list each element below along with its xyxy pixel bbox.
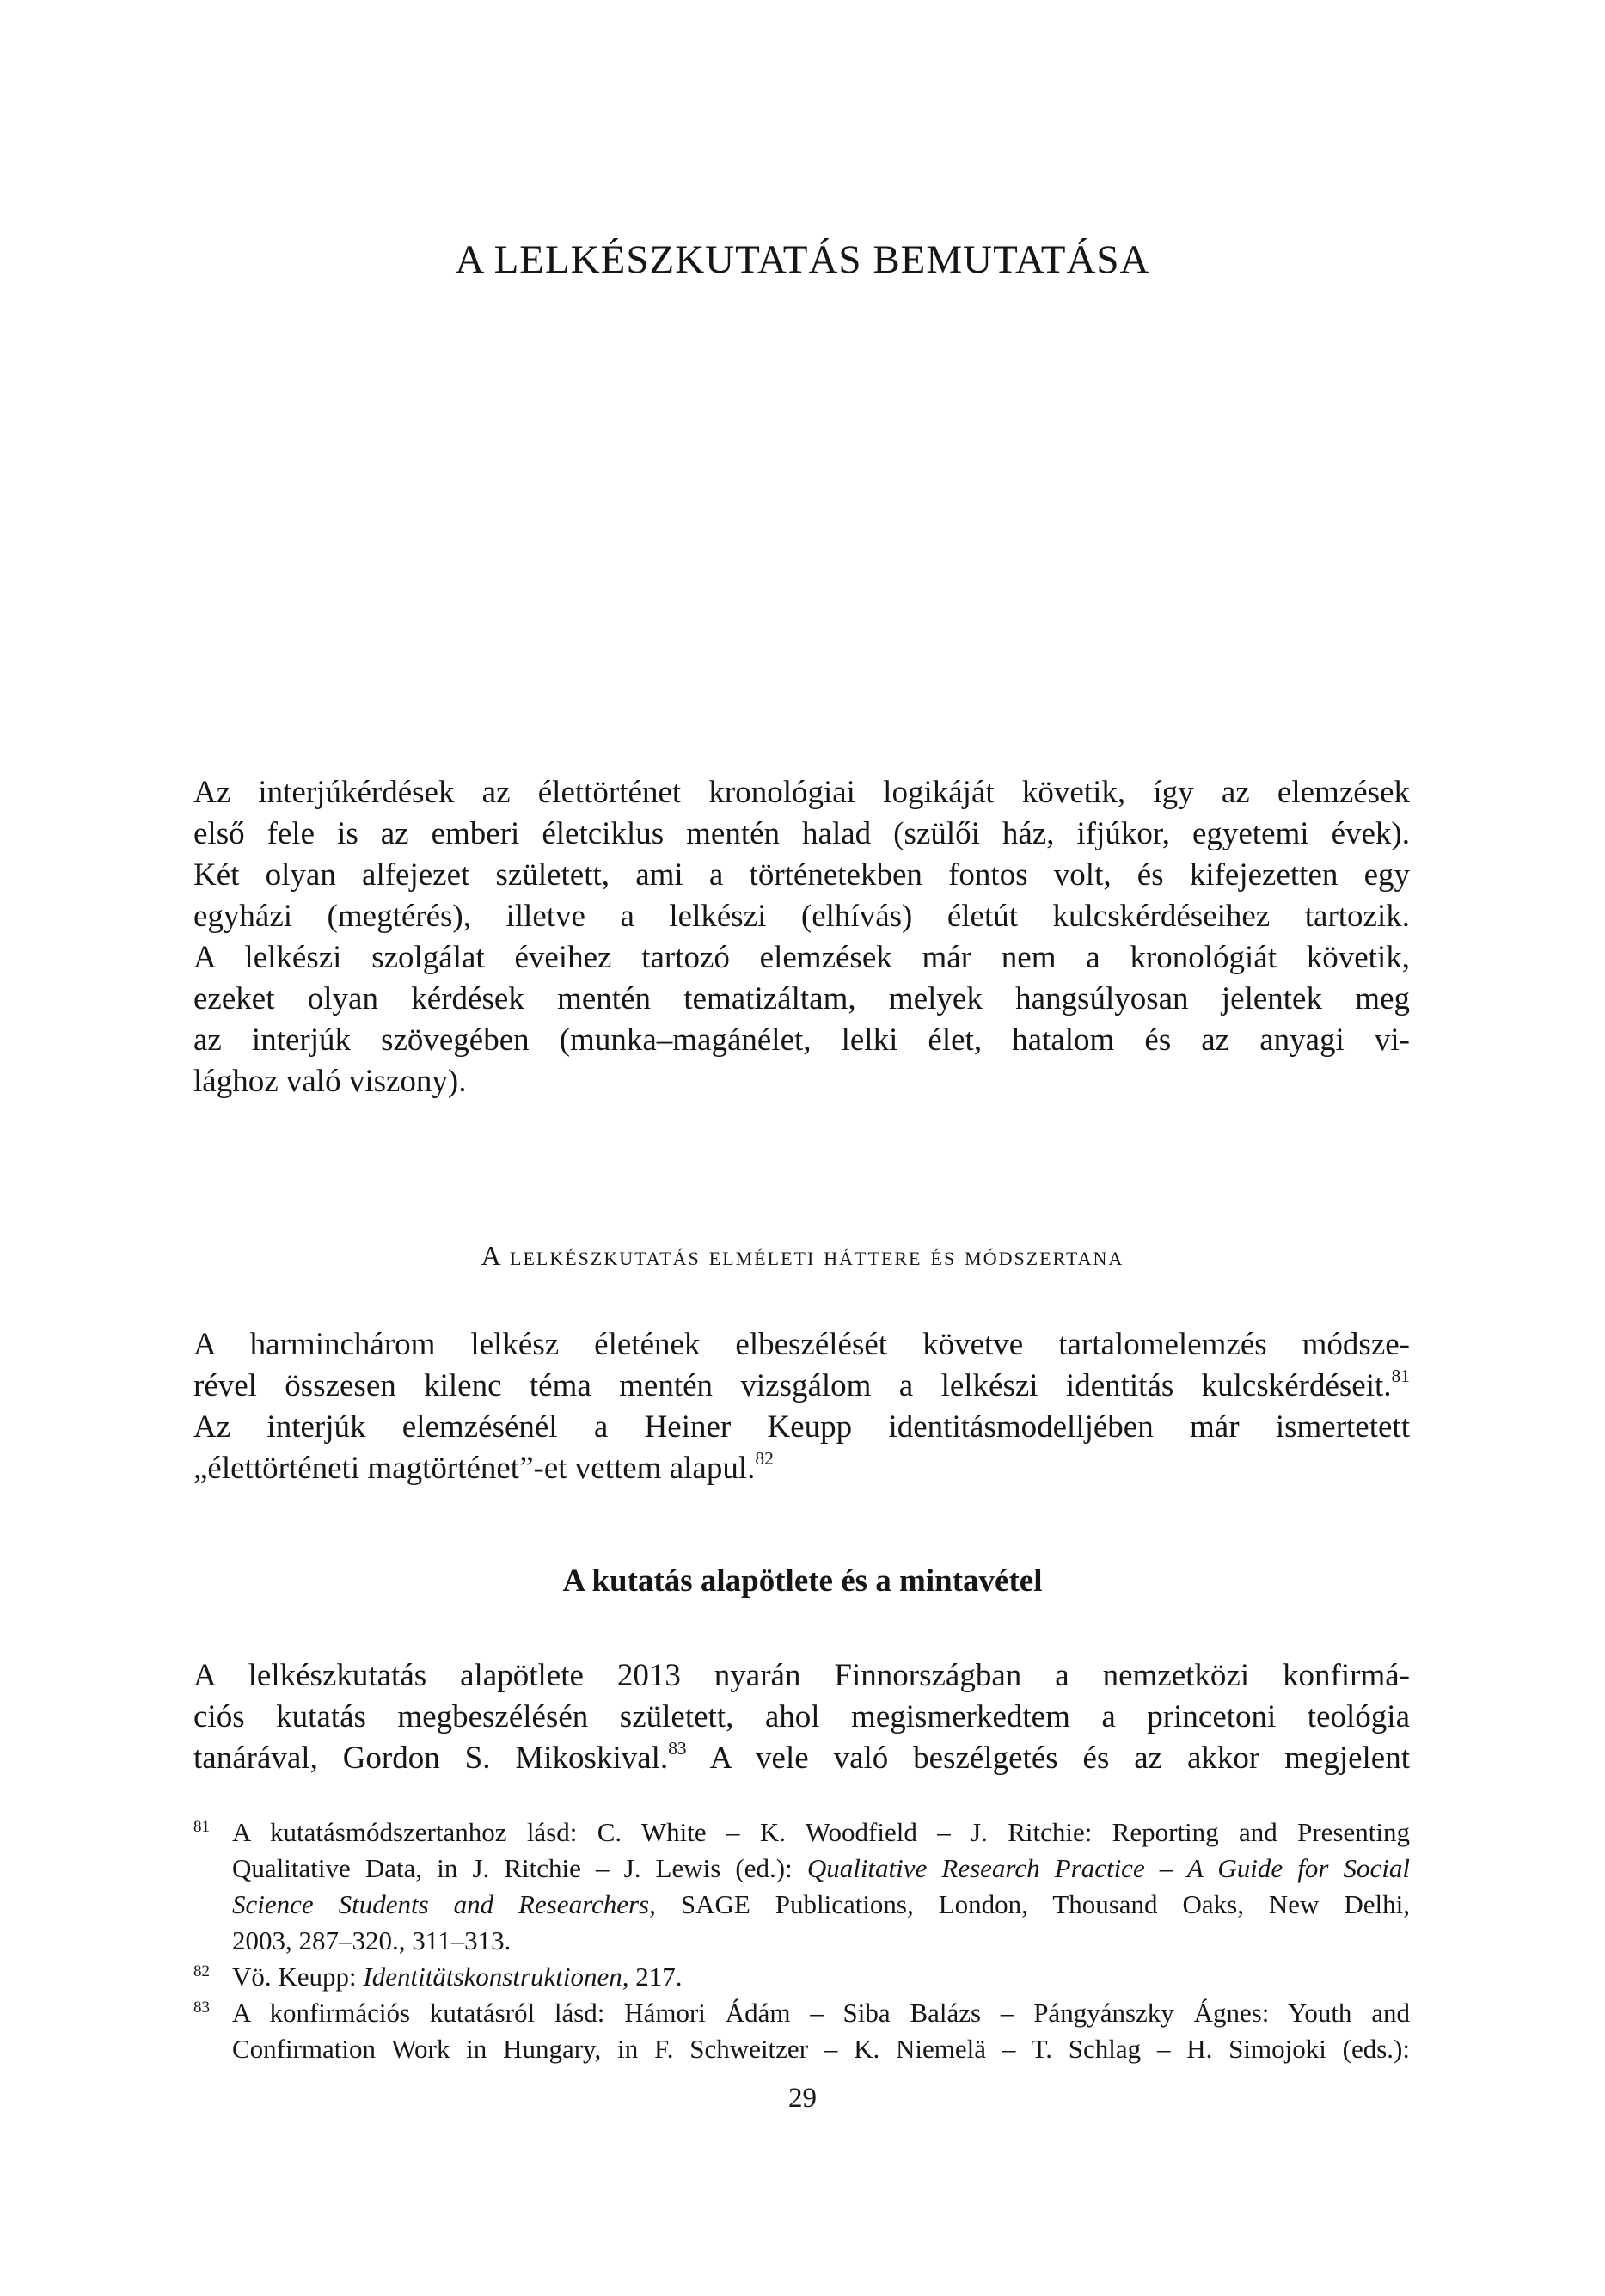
section-heading: A lelkészkutatás elméleti háttere és módszertana xyxy=(481,1240,1124,1271)
text-line: ciós kutatás megbeszélésén született, ahol megismerkedtem a princetoni teológia xyxy=(193,1699,1410,1734)
paragraph-research-idea xyxy=(193,1655,1410,1779)
footnote-text: 217. xyxy=(628,1961,683,1992)
text-line xyxy=(193,1738,1410,1779)
footnote-81 xyxy=(193,1814,1410,1959)
text-line: A harminchárom lelkész életének elbeszélését követve tartalomelemzés módsze- xyxy=(193,1327,1410,1362)
footnote-ref-81[interactable]: 81 xyxy=(1391,1365,1410,1386)
footnote-number: 83 xyxy=(193,1998,210,2017)
footnote-83 xyxy=(193,1995,1410,2067)
text-line: ezeket olyan kérdések mentén tematizáltam, melyek hangsúlyosan jelentek meg xyxy=(193,981,1410,1016)
page-number: 29 xyxy=(788,2083,817,2114)
text-line xyxy=(193,1448,1410,1489)
book-title: Identitätskonstruktionen, xyxy=(363,1961,629,1992)
footnote-ref-82[interactable]: 82 xyxy=(755,1447,774,1469)
text-line: Az interjúk elemzésénél a Heiner Keupp identitásmodelljében már ismertetett xyxy=(193,1409,1410,1445)
footnote-text: Vö. Keupp: xyxy=(232,1961,364,1992)
paragraph-methodology xyxy=(193,1324,1410,1489)
footnote-text: Qualitative Data, in J. Ritchie – J. Lewis (ed.): xyxy=(232,1853,807,1883)
line-text: rével összesen kilenc téma mentén vizsgálom a lelkészi identitás kulcskérdéseit. xyxy=(193,1368,1392,1403)
footnote-82 xyxy=(193,1959,1410,1995)
footnote-line xyxy=(232,1959,1410,1995)
footnotes-section xyxy=(193,1814,1410,2067)
footnote-line xyxy=(232,1851,1410,1887)
text-line xyxy=(193,1366,1410,1407)
footnote-number: 81 xyxy=(193,1818,210,1836)
text-line: A lelkészkutatás alapötlete 2013 nyarán Finnországban a nemzetközi konfirmá- xyxy=(193,1658,1410,1693)
footnote-number: 82 xyxy=(193,1962,210,1980)
text-line: az interjúk szövegében (munka–magánélet, lelki élet, hatalom és az anyagi vi- xyxy=(193,1022,1410,1058)
text-line: első fele is az emberi életciklus mentén halad (szülői ház, ifjúkor, egyetemi évek). xyxy=(193,816,1410,851)
line-text: tanárával, Gordon S. Mikoskival. xyxy=(193,1740,669,1776)
book-title: Science Students and Researchers, xyxy=(232,1889,656,1919)
text-line: Két olyan alfejezet született, ami a történetekben fontos volt, és kifejezetten egy xyxy=(193,857,1410,893)
subsection-heading: A kutatás alapötlete és a mintavétel xyxy=(562,1563,1043,1599)
footnote-line: Confirmation Work in Hungary, in F. Schweitzer – K. Niemelä – T. Schlag – H. Simojoki (eds.): xyxy=(232,2034,1410,2064)
footnote-ref-83[interactable]: 83 xyxy=(668,1737,687,1759)
text-line: A lelkészi szolgálat éveihez tartozó elemzések már nem a kronológiát követik, xyxy=(193,940,1410,975)
footnote-text: SAGE Publications, London, Thousand Oaks, New Delhi, xyxy=(655,1889,1410,1919)
footnote-line: 2003, 287–320., 311–313. xyxy=(232,1925,512,1955)
text-line: egyházi (megtérés), illetve a lelkészi (elhívás) életút kulcskérdéseihez tartozik. xyxy=(193,899,1410,934)
footnote-line: A konfirmációs kutatásról lásd: Hámori Ádám – Siba Balázs – Pángyánszky Ágnes: Youth and xyxy=(232,1998,1410,2028)
text-line: lághoz való viszony). xyxy=(193,1064,467,1099)
footnote-line xyxy=(232,1887,1410,1923)
footnote-line: A kutatásmódszertanhoz lásd: C. White – K. Woodfield – J. Ritchie: Reporting and Presenting xyxy=(232,1817,1410,1847)
text-line: Az interjúkérdések az élettörténet kronológiai logikáját követik, így az elemzések xyxy=(193,775,1410,810)
paragraph-intro xyxy=(193,772,1410,1102)
line-text: „élettörténeti magtörténet”-et vettem alapul. xyxy=(193,1451,756,1486)
chapter-title: A LELKÉSZKUTATÁS BEMUTATÁSA xyxy=(455,237,1150,282)
line-text: A vele való beszélgetés és az akkor megjelent xyxy=(686,1740,1411,1776)
book-title: Qualitative Research Practice – A Guide for Social xyxy=(806,1853,1410,1883)
